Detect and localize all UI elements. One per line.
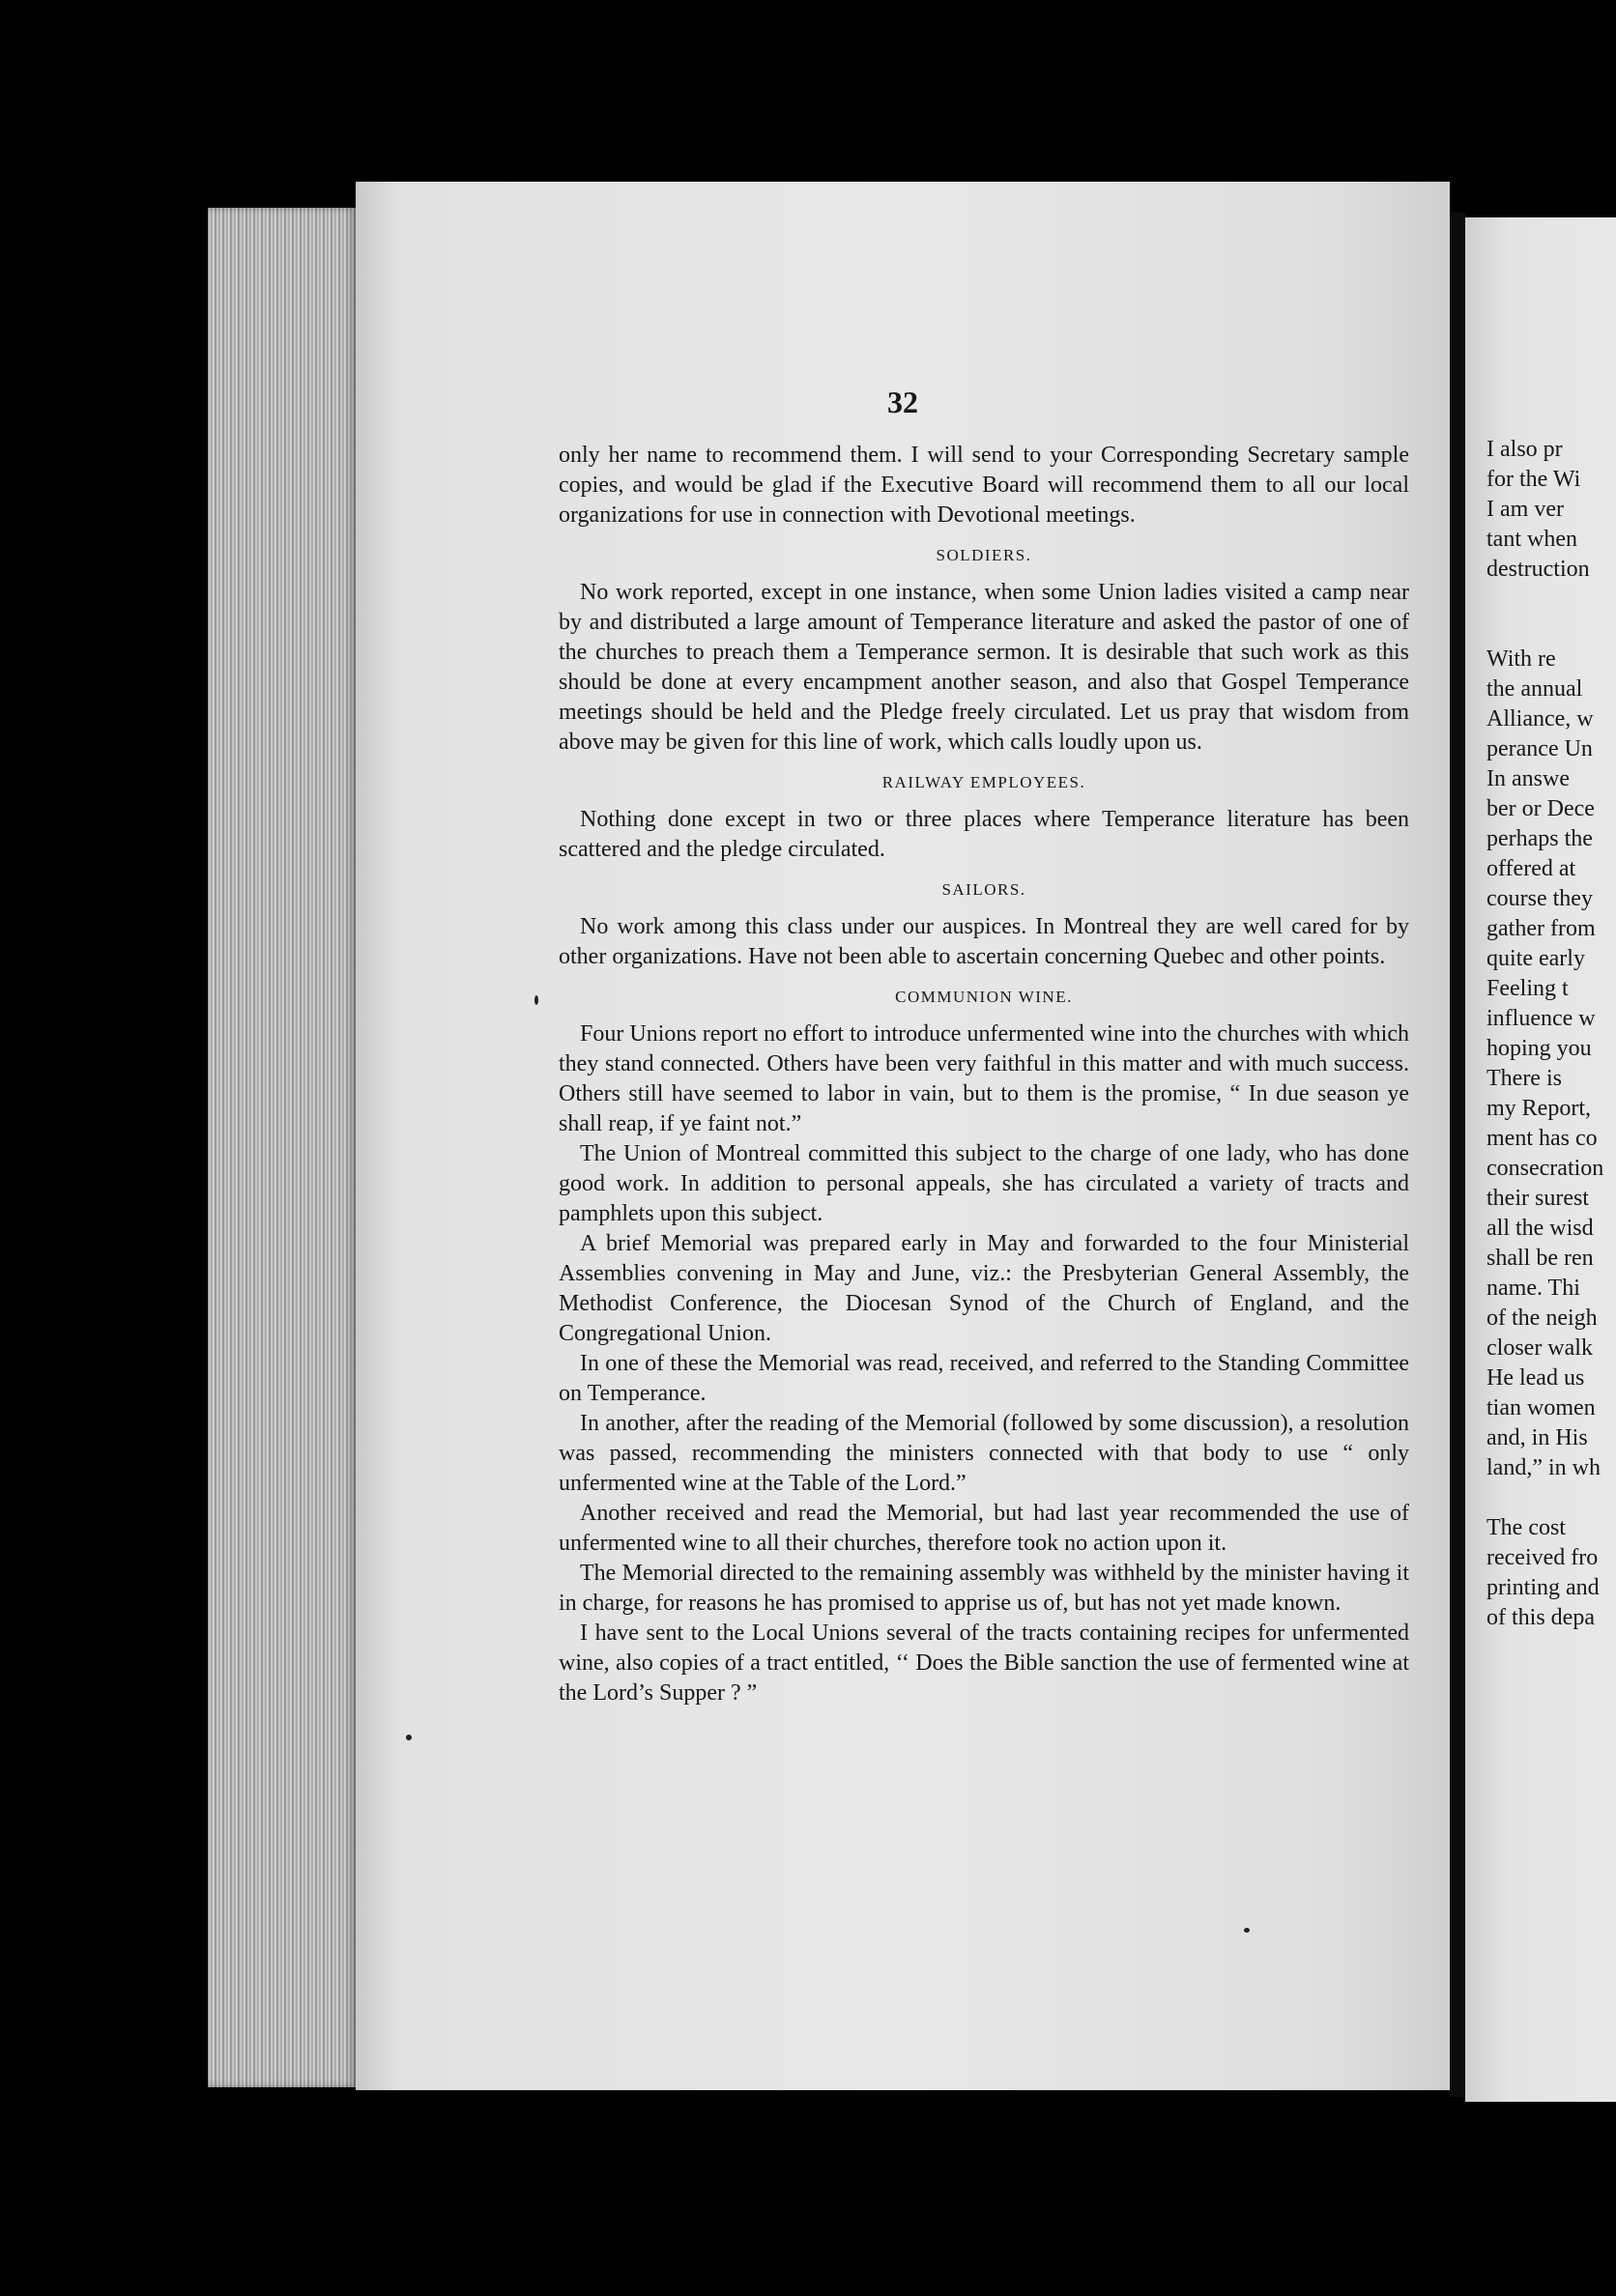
text-line [1486, 1483, 1616, 1513]
left-page [356, 182, 1450, 2090]
text-line: shall be ren [1486, 1246, 1594, 1271]
text-line: tian women [1486, 1395, 1596, 1421]
text-line: There is [1486, 1066, 1562, 1091]
right-page-body [1486, 435, 1616, 1633]
section-heading: RAILWAY EMPLOYEES. [881, 773, 1086, 791]
text-line: consecration [1486, 1156, 1604, 1181]
paragraph: In another, after the reading of the Memorial (followed by some discussion), a resolution was passed, recommending the ministers connected with that body to use “ only unfermented wine at the Table of the Lord.” [559, 1411, 1409, 1496]
text-line: the annual [1486, 676, 1583, 702]
text-line: my Report, [1486, 1096, 1591, 1121]
text-line [1486, 585, 1616, 615]
paragraph: Nothing done except in two or three places where Temperance literature has been scattered and the pledge circulated. [559, 807, 1409, 862]
text-line: quite early [1486, 946, 1585, 971]
text-line: name. Thi [1486, 1276, 1580, 1301]
text-line: ber or Dece [1486, 796, 1595, 821]
speck [1244, 1928, 1250, 1933]
text-line: received fro [1486, 1545, 1599, 1570]
text-line: and, in His [1486, 1425, 1588, 1450]
section-heading: SOLDIERS. [936, 546, 1032, 564]
text-line: offered at [1486, 856, 1576, 881]
text-line: of the neigh [1486, 1306, 1598, 1331]
text-line: Alliance, w [1486, 706, 1594, 732]
section-heading: SAILORS. [941, 880, 1026, 899]
book-gutter [1450, 213, 1465, 2097]
paragraph: A brief Memorial was prepared early in May and forwarded to the four Ministerial Assemblies convening in May and June, viz.: the Presbyterian General Assembly, the Methodist Conference, the Diocesan Synod of the Church of England, and the Congregational Union. [559, 1231, 1409, 1346]
text-line: closer walk [1486, 1335, 1593, 1361]
section-heading: COMMUNION WINE. [895, 988, 1073, 1006]
text-line: hoping you [1486, 1036, 1592, 1061]
page-number: 32 [887, 385, 918, 419]
book-page-edges [208, 208, 358, 2087]
text-line: I also pr [1486, 437, 1563, 462]
text-line: all the wisd [1486, 1216, 1594, 1241]
text-line: gather from [1486, 916, 1596, 941]
text-line [1486, 615, 1616, 645]
paragraph: I have sent to the Local Unions several of the tracts containing recipes for unfermented wine, also copies of a tract entitled, ‘‘ Does the Bible sanction the use of fermented wine at the Lord’s Supper ? ” [559, 1621, 1409, 1706]
speck [406, 1735, 412, 1740]
left-page-body [559, 441, 1409, 1708]
text-line: printing and [1486, 1575, 1600, 1600]
paragraph: No work among this class under our auspices. In Montreal they are well cared for by other organizations. Have not been able to ascertain concerning Quebec and other points. [559, 914, 1409, 969]
text-line: land,” in wh [1486, 1455, 1601, 1480]
right-page [1465, 217, 1616, 2102]
paragraph: Another received and read the Memorial, but had last year recommended the use of unfermented wine to all their churches, therefore took no action upon it. [559, 1501, 1409, 1556]
paragraph: only her name to recommend them. I will send to your Corresponding Secretary sample copies, and would be glad if the Executive Board will recommend them to all our local organizations for use in connection with Devotional meetings. [559, 443, 1409, 528]
text-line: With re [1486, 646, 1556, 672]
text-line: Feeling t [1486, 976, 1569, 1001]
text-line: The cost [1486, 1515, 1566, 1540]
text-line: influence w [1486, 1006, 1596, 1031]
text-line: their surest [1486, 1186, 1589, 1211]
paragraph: No work reported, except in one instance, when some Union ladies visited a camp near by and distributed a large amount of Temperance literature and asked the pastor of one of the churches to preach them a Temperance sermon. It is desirable that such work as this should be done at every encampment another season, and also that Gospel Temperance meetings should be held and the Pledge freely circulated. Let us pray that wisdom from above may be given for this line of work, which calls loudly upon us. [559, 580, 1409, 755]
speck [534, 995, 538, 1005]
paragraph: In one of these the Memorial was read, received, and referred to the Standing Committee on Temperance. [559, 1351, 1409, 1406]
paragraph: The Memorial directed to the remaining assembly was withheld by the minister having it in charge, for reasons he has promised to apprise us of, but has not yet made known. [559, 1561, 1409, 1616]
text-line: for the Wi [1486, 467, 1581, 492]
text-line: of this depa [1486, 1605, 1595, 1630]
text-line: I am ver [1486, 497, 1564, 522]
paragraph: Four Unions report no effort to introduce unfermented wine into the churches with which they stand connected. Others have been very faithful in this matter and with much success. Others still have seemed to labor in vain, but to them is the promise, “ In due season ye shall reap, if ye faint not.” [559, 1021, 1409, 1136]
text-line: He lead us [1486, 1365, 1585, 1391]
text-line: destruction [1486, 557, 1590, 582]
text-line: course they [1486, 886, 1593, 911]
text-line: In answe [1486, 766, 1570, 791]
paragraph: The Union of Montreal committed this subject to the charge of one lady, who has done good work. In addition to personal appeals, she has circulated a variety of tracts and pamphlets upon this subject. [559, 1141, 1409, 1226]
text-line: ment has co [1486, 1126, 1598, 1151]
text-line: perance Un [1486, 736, 1593, 761]
text-line: tant when [1486, 527, 1577, 552]
text-line: perhaps the [1486, 826, 1593, 851]
